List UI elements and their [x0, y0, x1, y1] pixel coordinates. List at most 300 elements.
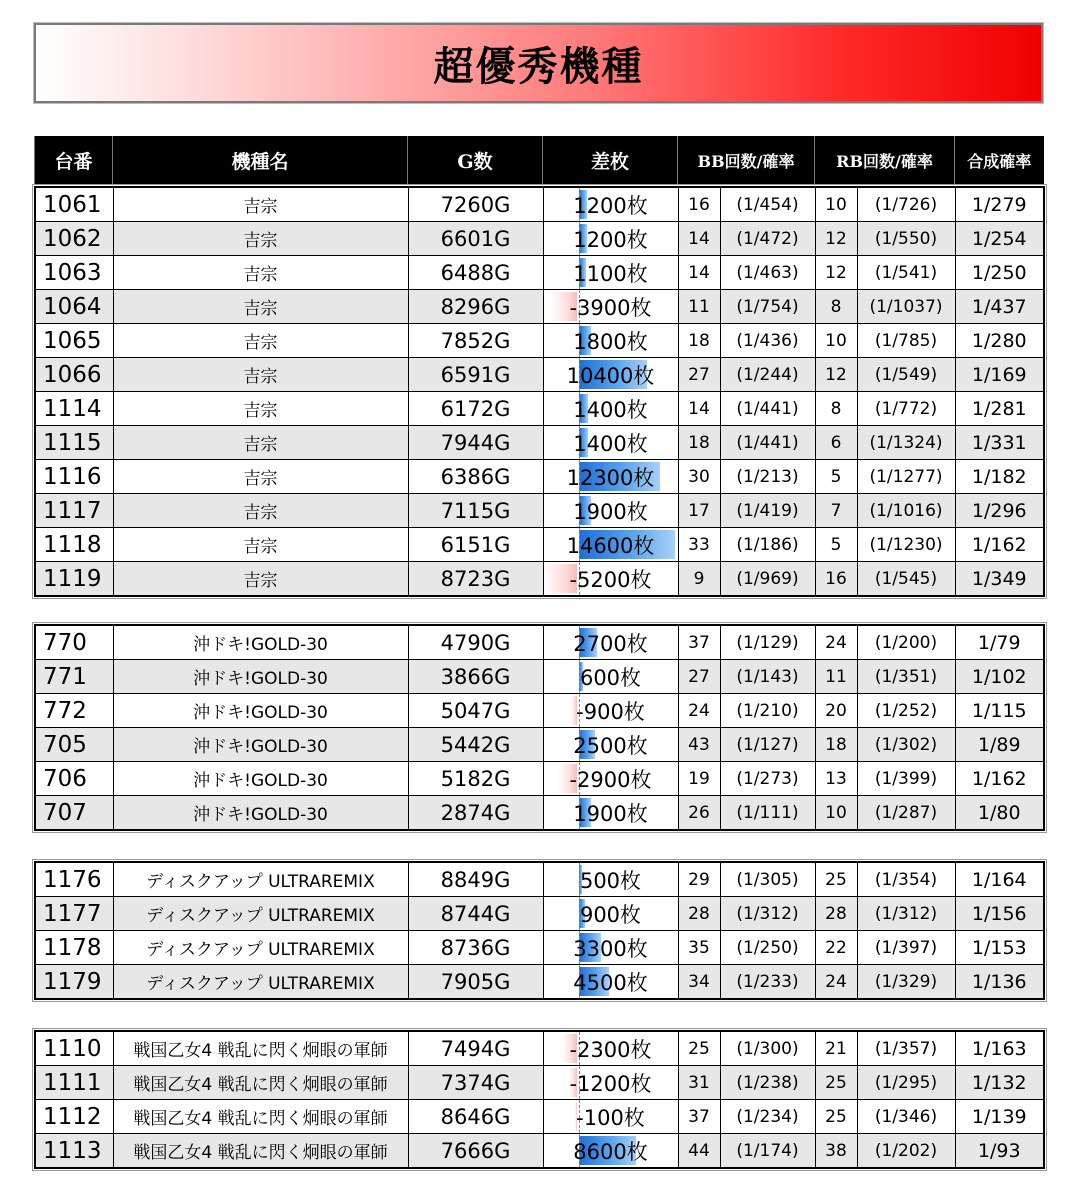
rb-prob-cell: (1/1324) — [857, 426, 955, 460]
bb-prob-cell: (1/250) — [720, 931, 815, 965]
bb-prob-cell: (1/233) — [720, 965, 815, 1000]
bb-count-cell: 34 — [678, 965, 720, 1000]
games-cell: 4790G — [408, 625, 543, 660]
games-cell: 8736G — [408, 931, 543, 965]
bb-prob-cell: (1/441) — [720, 392, 815, 426]
diff-cell — [543, 358, 678, 392]
total-prob-cell: 1/93 — [955, 1134, 1044, 1169]
rb-prob-cell: (1/312) — [857, 897, 955, 931]
bb-count-cell: 9 — [678, 562, 720, 597]
diff-value: 1100枚 — [573, 261, 648, 286]
diff-cell — [543, 762, 678, 796]
table-row — [35, 1100, 1044, 1134]
rb-count-cell: 16 — [815, 562, 857, 597]
bb-prob-cell: (1/234) — [720, 1100, 815, 1134]
bb-count-cell: 17 — [678, 494, 720, 528]
games-cell: 8849G — [408, 862, 543, 897]
machine-name-cell: 吉宗 — [113, 290, 408, 324]
rb-count-cell: 28 — [815, 897, 857, 931]
bb-prob-cell: (1/129) — [720, 625, 815, 660]
bb-prob-cell: (1/210) — [720, 694, 815, 728]
rb-prob-cell: (1/1016) — [857, 494, 955, 528]
diff-cell — [543, 931, 678, 965]
table-row — [35, 426, 1044, 460]
bb-count-cell: 18 — [678, 324, 720, 358]
bb-count-cell: 19 — [678, 762, 720, 796]
diff-cell — [543, 562, 678, 597]
games-cell: 7494G — [408, 1031, 543, 1066]
rb-count-cell: 24 — [815, 965, 857, 1000]
bb-count-cell: 24 — [678, 694, 720, 728]
machine-no-cell: 770 — [35, 625, 113, 660]
total-prob-cell: 1/331 — [955, 426, 1044, 460]
games-cell: 7905G — [408, 965, 543, 1000]
machine-group-table — [34, 624, 1045, 831]
games-cell: 8744G — [408, 897, 543, 931]
table-row — [35, 931, 1044, 965]
diff-cell — [543, 1134, 678, 1169]
rb-prob-cell: (1/1037) — [857, 290, 955, 324]
bb-count-cell: 44 — [678, 1134, 720, 1169]
machine-no-cell: 1115 — [35, 426, 113, 460]
rb-count-cell: 21 — [815, 1031, 857, 1066]
rb-count-cell: 11 — [815, 660, 857, 694]
machine-name-cell: 吉宗 — [113, 358, 408, 392]
diff-cell — [543, 222, 678, 256]
diff-cell — [543, 426, 678, 460]
bb-prob-cell: (1/238) — [720, 1066, 815, 1100]
diff-cell — [543, 1031, 678, 1066]
bb-count-cell: 14 — [678, 392, 720, 426]
table-row — [35, 528, 1044, 562]
rb-count-cell: 10 — [815, 796, 857, 831]
diff-cell — [543, 625, 678, 660]
rb-count-cell: 13 — [815, 762, 857, 796]
games-cell: 6488G — [408, 256, 543, 290]
total-prob-cell: 1/281 — [955, 392, 1044, 426]
games-cell: 8723G — [408, 562, 543, 597]
machine-group-table — [34, 186, 1045, 597]
diff-value: 2500枚 — [573, 733, 648, 758]
bb-prob-cell: (1/273) — [720, 762, 815, 796]
rb-count-cell: 25 — [815, 862, 857, 897]
machine-name-cell: 沖ドキ!GOLD-30 — [113, 762, 408, 796]
table-row — [35, 1066, 1044, 1100]
rb-count-cell: 8 — [815, 392, 857, 426]
machine-no-cell: 1112 — [35, 1100, 113, 1134]
rb-prob-cell: (1/287) — [857, 796, 955, 831]
column-header — [34, 136, 1044, 184]
bb-prob-cell: (1/969) — [720, 562, 815, 597]
header-bb: BB回数/確率 — [678, 136, 815, 184]
diff-cell — [543, 862, 678, 897]
machine-name-cell: 吉宗 — [113, 256, 408, 290]
total-prob-cell: 1/296 — [955, 494, 1044, 528]
games-cell: 8646G — [408, 1100, 543, 1134]
bb-count-cell: 26 — [678, 796, 720, 831]
rb-prob-cell: (1/202) — [857, 1134, 955, 1169]
games-cell: 6386G — [408, 460, 543, 494]
machine-no-cell: 1114 — [35, 392, 113, 426]
machine-name-cell: 戦国乙女4 戦乱に閃く炯眼の軍師 — [113, 1100, 408, 1134]
diff-value: 14600枚 — [566, 533, 655, 558]
table-row — [35, 796, 1044, 831]
table-row — [35, 392, 1044, 426]
rb-prob-cell: (1/252) — [857, 694, 955, 728]
table-row — [35, 290, 1044, 324]
total-prob-cell: 1/89 — [955, 728, 1044, 762]
bb-prob-cell: (1/441) — [720, 426, 815, 460]
total-prob-cell: 1/163 — [955, 1031, 1044, 1066]
machine-name-cell: 吉宗 — [113, 187, 408, 222]
machine-no-cell: 1061 — [35, 187, 113, 222]
bb-prob-cell: (1/244) — [720, 358, 815, 392]
rb-count-cell: 5 — [815, 460, 857, 494]
table-row — [35, 897, 1044, 931]
diff-value: 1400枚 — [573, 397, 648, 422]
rb-prob-cell: (1/354) — [857, 862, 955, 897]
machine-group-table — [34, 861, 1045, 1000]
machine-name-cell: 吉宗 — [113, 426, 408, 460]
bb-count-cell: 14 — [678, 222, 720, 256]
machine-no-cell: 1116 — [35, 460, 113, 494]
machine-name-cell: 吉宗 — [113, 324, 408, 358]
bb-count-cell: 35 — [678, 931, 720, 965]
bb-prob-cell: (1/300) — [720, 1031, 815, 1066]
total-prob-cell: 1/279 — [955, 187, 1044, 222]
header-total: 合成確率 — [955, 136, 1044, 184]
diff-value: -1200枚 — [569, 1071, 652, 1096]
total-prob-cell: 1/139 — [955, 1100, 1044, 1134]
diff-value: 3300枚 — [573, 936, 648, 961]
machine-no-cell: 771 — [35, 660, 113, 694]
bb-prob-cell: (1/305) — [720, 862, 815, 897]
diff-cell — [543, 897, 678, 931]
rb-count-cell: 20 — [815, 694, 857, 728]
rb-count-cell: 38 — [815, 1134, 857, 1169]
diff-value: 500枚 — [579, 868, 642, 893]
machine-group-table — [34, 1030, 1045, 1169]
bb-prob-cell: (1/436) — [720, 324, 815, 358]
diff-value: 1200枚 — [573, 227, 648, 252]
total-prob-cell: 1/254 — [955, 222, 1044, 256]
title-banner — [34, 23, 1043, 103]
machine-name-cell: 吉宗 — [113, 222, 408, 256]
machine-name-cell: 吉宗 — [113, 392, 408, 426]
machine-no-cell: 1111 — [35, 1066, 113, 1100]
total-prob-cell: 1/80 — [955, 796, 1044, 831]
games-cell: 7374G — [408, 1066, 543, 1100]
rb-prob-cell: (1/1230) — [857, 528, 955, 562]
diff-value: 1900枚 — [573, 801, 648, 826]
diff-value: -2900枚 — [569, 767, 652, 792]
total-prob-cell: 1/182 — [955, 460, 1044, 494]
diff-value: 1800枚 — [573, 329, 648, 354]
machine-no-cell: 705 — [35, 728, 113, 762]
rb-prob-cell: (1/357) — [857, 1031, 955, 1066]
games-cell: 6172G — [408, 392, 543, 426]
machine-name-cell: 沖ドキ!GOLD-30 — [113, 796, 408, 831]
diff-value: 1900枚 — [573, 499, 648, 524]
games-cell: 7115G — [408, 494, 543, 528]
games-cell: 7852G — [408, 324, 543, 358]
rb-count-cell: 24 — [815, 625, 857, 660]
rb-prob-cell: (1/399) — [857, 762, 955, 796]
bb-prob-cell: (1/174) — [720, 1134, 815, 1169]
diff-cell — [543, 256, 678, 290]
rb-prob-cell: (1/549) — [857, 358, 955, 392]
diff-value: -2300枚 — [569, 1037, 652, 1062]
rb-prob-cell: (1/295) — [857, 1066, 955, 1100]
bb-count-cell: 14 — [678, 256, 720, 290]
table-row — [35, 324, 1044, 358]
bb-prob-cell: (1/127) — [720, 728, 815, 762]
machine-name-cell: 戦国乙女4 戦乱に閃く炯眼の軍師 — [113, 1066, 408, 1100]
diff-value: 600枚 — [579, 665, 642, 690]
bb-count-cell: 43 — [678, 728, 720, 762]
machine-no-cell: 1113 — [35, 1134, 113, 1169]
machine-name-cell: ディスクアップ ULTRAREMIX — [113, 862, 408, 897]
table-row — [35, 460, 1044, 494]
header-machine-name: 機種名 — [113, 136, 408, 184]
rb-count-cell: 12 — [815, 222, 857, 256]
diff-value: -100枚 — [576, 1105, 645, 1130]
rb-prob-cell: (1/302) — [857, 728, 955, 762]
total-prob-cell: 1/79 — [955, 625, 1044, 660]
bb-count-cell: 37 — [678, 1100, 720, 1134]
machine-no-cell: 1119 — [35, 562, 113, 597]
diff-cell — [543, 728, 678, 762]
rb-prob-cell: (1/550) — [857, 222, 955, 256]
total-prob-cell: 1/153 — [955, 931, 1044, 965]
diff-value: 1200枚 — [573, 193, 648, 218]
machine-name-cell: 沖ドキ!GOLD-30 — [113, 625, 408, 660]
rb-prob-cell: (1/351) — [857, 660, 955, 694]
bb-prob-cell: (1/143) — [720, 660, 815, 694]
table-row — [35, 1031, 1044, 1066]
table-row — [35, 694, 1044, 728]
bb-prob-cell: (1/472) — [720, 222, 815, 256]
table-row — [35, 1134, 1044, 1169]
machine-no-cell: 1177 — [35, 897, 113, 931]
machine-name-cell: 戦国乙女4 戦乱に閃く炯眼の軍師 — [113, 1031, 408, 1066]
rb-prob-cell: (1/545) — [857, 562, 955, 597]
diff-value: 10400枚 — [566, 363, 655, 388]
bb-count-cell: 28 — [678, 897, 720, 931]
machine-no-cell: 1117 — [35, 494, 113, 528]
rb-prob-cell: (1/200) — [857, 625, 955, 660]
total-prob-cell: 1/349 — [955, 562, 1044, 597]
rb-prob-cell: (1/1277) — [857, 460, 955, 494]
rb-prob-cell: (1/726) — [857, 187, 955, 222]
diff-value: -3900枚 — [569, 295, 652, 320]
table-row — [35, 187, 1044, 222]
bb-prob-cell: (1/419) — [720, 494, 815, 528]
table-row — [35, 660, 1044, 694]
rb-count-cell: 10 — [815, 324, 857, 358]
diff-cell — [543, 528, 678, 562]
games-cell: 6601G — [408, 222, 543, 256]
rb-count-cell: 10 — [815, 187, 857, 222]
machine-name-cell: 吉宗 — [113, 562, 408, 597]
diff-value: 8600枚 — [573, 1139, 648, 1164]
diff-cell — [543, 392, 678, 426]
total-prob-cell: 1/136 — [955, 965, 1044, 1000]
machine-no-cell: 707 — [35, 796, 113, 831]
machine-no-cell: 1178 — [35, 931, 113, 965]
diff-value: 2700枚 — [573, 631, 648, 656]
header-machine-no: 台番 — [35, 136, 113, 184]
rb-count-cell: 25 — [815, 1066, 857, 1100]
machine-name-cell: 沖ドキ!GOLD-30 — [113, 694, 408, 728]
machine-name-cell: 戦国乙女4 戦乱に閃く炯眼の軍師 — [113, 1134, 408, 1169]
machine-no-cell: 1066 — [35, 358, 113, 392]
total-prob-cell: 1/162 — [955, 528, 1044, 562]
table-row — [35, 862, 1044, 897]
diff-cell — [543, 187, 678, 222]
games-cell: 7666G — [408, 1134, 543, 1169]
machine-name-cell: ディスクアップ ULTRAREMIX — [113, 965, 408, 1000]
diff-cell — [543, 1100, 678, 1134]
games-cell: 2874G — [408, 796, 543, 831]
machine-no-cell: 706 — [35, 762, 113, 796]
games-cell: 7260G — [408, 187, 543, 222]
rb-prob-cell: (1/346) — [857, 1100, 955, 1134]
bb-count-cell: 29 — [678, 862, 720, 897]
header-rb: RB回数/確率 — [815, 136, 955, 184]
diff-value: 4500枚 — [573, 970, 648, 995]
machine-name-cell: 吉宗 — [113, 528, 408, 562]
machine-no-cell: 1179 — [35, 965, 113, 1000]
table-row — [35, 222, 1044, 256]
machine-no-cell: 1110 — [35, 1031, 113, 1066]
table-row — [35, 728, 1044, 762]
machine-no-cell: 1065 — [35, 324, 113, 358]
table-row — [35, 762, 1044, 796]
total-prob-cell: 1/115 — [955, 694, 1044, 728]
games-cell: 3866G — [408, 660, 543, 694]
table-row — [35, 625, 1044, 660]
games-cell: 5047G — [408, 694, 543, 728]
rb-prob-cell: (1/329) — [857, 965, 955, 1000]
diff-value: 1400枚 — [573, 431, 648, 456]
diff-cell — [543, 796, 678, 831]
bb-prob-cell: (1/463) — [720, 256, 815, 290]
diff-value: -900枚 — [576, 699, 645, 724]
rb-count-cell: 7 — [815, 494, 857, 528]
diff-cell — [543, 694, 678, 728]
machine-name-cell: 沖ドキ!GOLD-30 — [113, 660, 408, 694]
bb-count-cell: 30 — [678, 460, 720, 494]
bb-count-cell: 27 — [678, 358, 720, 392]
rb-count-cell: 25 — [815, 1100, 857, 1134]
bb-prob-cell: (1/111) — [720, 796, 815, 831]
games-cell: 8296G — [408, 290, 543, 324]
rb-prob-cell: (1/785) — [857, 324, 955, 358]
table-row — [35, 562, 1044, 597]
games-cell: 7944G — [408, 426, 543, 460]
rb-count-cell: 18 — [815, 728, 857, 762]
games-cell: 6151G — [408, 528, 543, 562]
machine-name-cell: 吉宗 — [113, 494, 408, 528]
rb-count-cell: 12 — [815, 256, 857, 290]
total-prob-cell: 1/162 — [955, 762, 1044, 796]
bb-count-cell: 27 — [678, 660, 720, 694]
bb-count-cell: 16 — [678, 187, 720, 222]
bb-count-cell: 37 — [678, 625, 720, 660]
machine-name-cell: 沖ドキ!GOLD-30 — [113, 728, 408, 762]
total-prob-cell: 1/132 — [955, 1066, 1044, 1100]
machine-no-cell: 1062 — [35, 222, 113, 256]
bb-prob-cell: (1/312) — [720, 897, 815, 931]
page-title: 超優秀機種 — [433, 43, 644, 90]
games-cell: 5182G — [408, 762, 543, 796]
rb-count-cell: 12 — [815, 358, 857, 392]
diff-cell — [543, 460, 678, 494]
machine-name-cell: ディスクアップ ULTRAREMIX — [113, 931, 408, 965]
games-cell: 5442G — [408, 728, 543, 762]
diff-cell — [543, 965, 678, 1000]
diff-value: -5200枚 — [569, 567, 652, 592]
diff-cell — [543, 290, 678, 324]
bb-prob-cell: (1/186) — [720, 528, 815, 562]
total-prob-cell: 1/164 — [955, 862, 1044, 897]
machine-no-cell: 772 — [35, 694, 113, 728]
machine-no-cell: 1063 — [35, 256, 113, 290]
diff-cell — [543, 1066, 678, 1100]
games-cell: 6591G — [408, 358, 543, 392]
diff-value: 900枚 — [579, 902, 642, 927]
diff-cell — [543, 494, 678, 528]
bb-count-cell: 33 — [678, 528, 720, 562]
table-row — [35, 256, 1044, 290]
bb-count-cell: 11 — [678, 290, 720, 324]
rb-count-cell: 22 — [815, 931, 857, 965]
total-prob-cell: 1/437 — [955, 290, 1044, 324]
bb-prob-cell: (1/454) — [720, 187, 815, 222]
rb-count-cell: 6 — [815, 426, 857, 460]
machine-name-cell: 吉宗 — [113, 460, 408, 494]
rb-prob-cell: (1/397) — [857, 931, 955, 965]
table-row — [35, 358, 1044, 392]
diff-cell — [543, 324, 678, 358]
header-games: G数 — [408, 136, 543, 184]
bb-count-cell: 31 — [678, 1066, 720, 1100]
machine-no-cell: 1064 — [35, 290, 113, 324]
total-prob-cell: 1/156 — [955, 897, 1044, 931]
diff-cell — [543, 660, 678, 694]
header-diff: 差枚 — [543, 136, 678, 184]
total-prob-cell: 1/102 — [955, 660, 1044, 694]
rb-prob-cell: (1/541) — [857, 256, 955, 290]
rb-count-cell: 5 — [815, 528, 857, 562]
bb-count-cell: 25 — [678, 1031, 720, 1066]
machine-no-cell: 1118 — [35, 528, 113, 562]
total-prob-cell: 1/250 — [955, 256, 1044, 290]
machine-name-cell: ディスクアップ ULTRAREMIX — [113, 897, 408, 931]
bb-count-cell: 18 — [678, 426, 720, 460]
rb-count-cell: 8 — [815, 290, 857, 324]
bb-prob-cell: (1/213) — [720, 460, 815, 494]
machine-no-cell: 1176 — [35, 862, 113, 897]
diff-value: 12300枚 — [566, 465, 655, 490]
total-prob-cell: 1/280 — [955, 324, 1044, 358]
bb-prob-cell: (1/754) — [720, 290, 815, 324]
rb-prob-cell: (1/772) — [857, 392, 955, 426]
table-row — [35, 494, 1044, 528]
total-prob-cell: 1/169 — [955, 358, 1044, 392]
table-row — [35, 965, 1044, 1000]
